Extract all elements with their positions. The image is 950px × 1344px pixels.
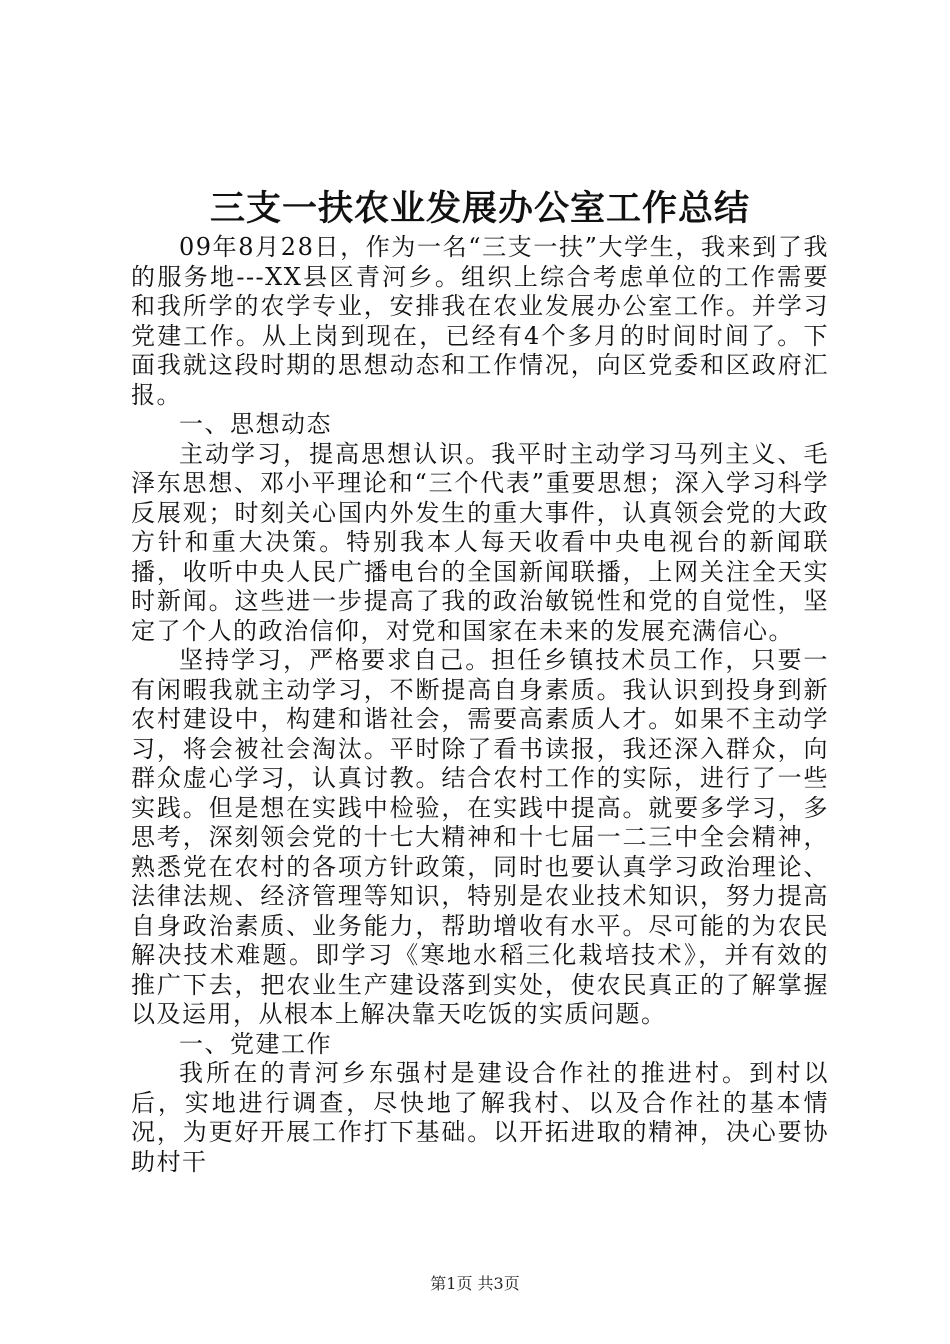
section-heading-thinking: 一、思想动态 [179,410,332,438]
paragraph-party-building: 我所在的青河乡东强村是建设合作社的推进村。到村以后，实地进行调查，尽快地了解我村、以及合作社的基本情况，为更好开展工作打下基础。以开拓进取的精神，决心要协助村干 [131,1059,829,1176]
document-title: 三支一扶农业发展办公室工作总结 [209,188,750,229]
paragraph-intro: 09年8月28日，作为一名“三支一扶”大学生，我来到了我的服务地---XX县区青河乡。组织上综合考虑单位的工作需要和我所学的农学专业，安排我在农业发展办公室工作。并学习党建工作。从上岗到现在，已经有4个多月的时间时间了。下面我就这段时期的思想动态和工作情况，向区党委和区政府汇报。 [131,233,829,409]
paragraph-persist-learning: 坚持学习，严格要求自己。担任乡镇技术员工作，只要一有闲暇我就主动学习，不断提高自身素质。我认识到投身到新农村建设中，构建和谐社会，需要高素质人才。如果不主动学习，将会被社会淘汰。平时除了看书读报，我还深入群众，向群众虚心学习，认真讨教。结合农村工作的实际，进行了一些实践。但是想在实践中检验，在实践中提高。就要多学习，多思考，深刻领会党的十七大精神和十七届一二三中全会精神，熟悉党在农村的各项方针政策，同时也要认真学习政治理论、法律法规、经济管理等知识，特别是农业技术知识，努力提高自身政治素质、业务能力，帮助增收有水平。尽可能的为农民解决技术难题。即学习《寒地水稻三化栽培技术》，并有效的推广下去，把农业生产建设落到实处，使农民真正的了解掌握以及运用，从根本上解决靠天吃饭的实质问题。 [131,646,829,1028]
document-body [131,233,829,1177]
paragraph-active-learning: 主动学习，提高思想认识。我平时主动学习马列主义、毛泽东思想、邓小平理论和“三个代表”重要思想；深入学习科学反展观；时刻关心国内外发生的重大事件，认真领会党的大政方针和重大决策。特别我本人每天收看中央电视台的新闻联播，收听中央人民广播电台的全国新闻联播，上网关注全天实时新闻。这些进一步提高了我的政治敏锐性和党的自觉性，坚定了个人的政治信仰，对党和国家在未来的发展充满信心。 [131,439,829,645]
page-footer: 第1页 共3页 [430,1274,520,1293]
section-heading-party-building: 一、党建工作 [179,1029,332,1058]
